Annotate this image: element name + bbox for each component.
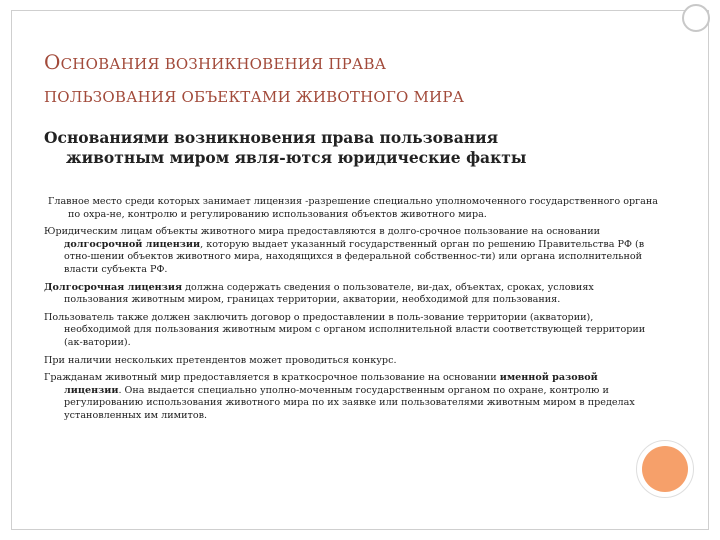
slide-title <box>44 46 644 114</box>
paragraph-6 <box>44 372 658 422</box>
decorative-circle-top <box>682 4 710 32</box>
paragraph-2-bold: долгосрочной лицензии <box>64 238 201 250</box>
decorative-circle-accent <box>642 446 688 492</box>
paragraph-6-bold: именной разовой лицензии <box>64 372 598 396</box>
paragraph-1: Главное место среди которых занимает лицензия -разрешение специально уполномоченного государственного органа по охра-не, контролю и регулированию использования объектов животного мира. <box>48 196 658 220</box>
paragraph-3-bold: Долгосрочная лицензия <box>44 281 183 293</box>
subtitle-line-1: Основаниями возникновения права пользования <box>44 128 499 147</box>
paragraph-6-text-a: Гражданам животный мир предоставляется в краткосрочное пользование на основании <box>44 372 500 384</box>
title-line-1 <box>44 46 644 81</box>
slide-body <box>44 196 658 428</box>
paragraph-6-text-c: . Она выдается специально уполно-моченным государственным органом по охране, контролю и регулированию использования животного мира по их заявке или пользователями животным миром в пределах установленных им лимитов. <box>64 384 635 421</box>
paragraph-2 <box>44 226 658 276</box>
title-line-2: ПОЛЬЗОВАНИЯ ОБЪЕКТАМИ ЖИВОТНОГО МИРА <box>44 88 465 106</box>
paragraph-5: При наличии нескольких претендентов может проводиться конкурс. <box>44 354 397 366</box>
paragraph-3 <box>44 282 658 307</box>
paragraph-2-text-a: Юридическим лицам объекты животного мира предоставляются в долго-срочное пользование на основании <box>44 226 600 238</box>
paragraph-4: Пользователь также должен заключить договор о предоставлении в поль-зование территории (акватории), необходимой для пользования животным миром с органом исполнительной власти соответствующей территории (ак-ватории). <box>44 311 646 348</box>
title-line-1-text: СНОВАНИЯ ВОЗНИКНОВЕНИЯ ПРАВА <box>60 55 387 73</box>
subtitle-line-2: животным миром явля-ются юридические факты <box>66 148 527 167</box>
paragraph-2-text-c: , которую выдает указанный государственный орган по решению Правительства РФ (в отно-шении объектов животного мира, находящихся в федеральной собственнос-ти) или органа исполнительной власти субъекта РФ. <box>64 238 645 275</box>
slide-subtitle <box>44 128 664 168</box>
paragraph-3-text: должна содержать сведения о пользователе, ви-дах, объектах, сроках, условиях пользования животным миром, границах территории, акватории, необходимой для пользования. <box>64 281 594 306</box>
title-initial: О <box>44 50 61 74</box>
